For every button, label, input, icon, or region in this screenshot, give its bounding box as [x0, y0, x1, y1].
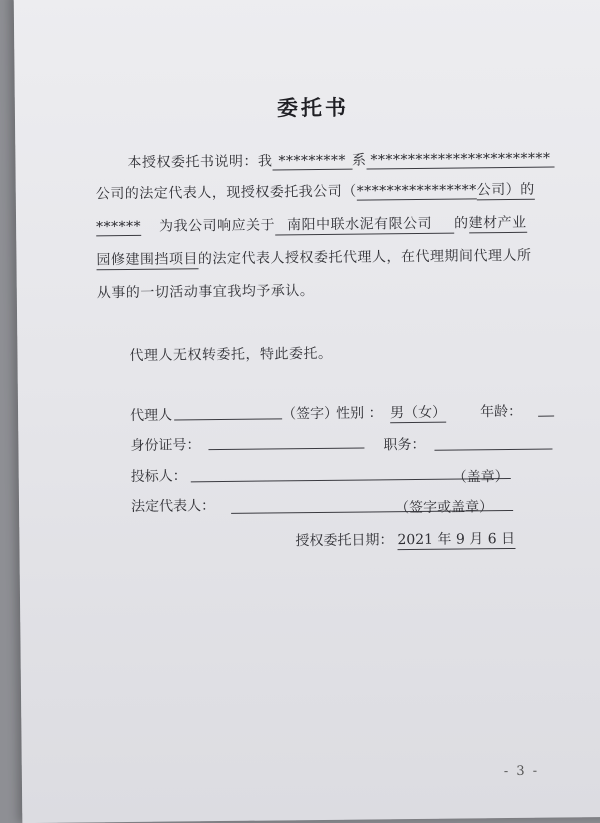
legal-rep-sign-seal-note: （签字或盖章）: [395, 499, 494, 517]
authorization-date-value: 2021 年 9 月 6 日: [397, 528, 515, 550]
bidder-seal-note: （盖章）: [452, 469, 509, 486]
job-title-line: [434, 449, 552, 451]
authorization-date-label: 授权委托日期：: [295, 532, 394, 550]
company-name-masked: ************************: [366, 151, 554, 170]
agent-signature-line: [174, 418, 282, 420]
line3-suffix: 的: [454, 215, 469, 232]
paragraph-line-2: [96, 179, 535, 205]
id-number-line: [208, 448, 364, 451]
line1-prefix: 本授权委托书说明：我: [127, 153, 273, 171]
no-sub-delegation-statement: 代理人无权转委托，特此委托。: [129, 345, 333, 364]
line2-suffix: 公司）的: [477, 179, 535, 201]
line2-prefix: 公司的法定代表人，现授权委托我公司（: [95, 183, 357, 203]
project-name-part2: 园修建围挡项目: [96, 248, 198, 270]
line3-mid: 为我公司响应关于: [159, 217, 276, 235]
document-page: [14, 0, 600, 823]
gender-label: 性别 ：: [336, 405, 383, 422]
age-line: [538, 416, 554, 417]
job-title-label: 职务：: [383, 436, 426, 454]
client-company-name: 南阳中联水泥有限公司: [275, 213, 454, 236]
id-number-label: 身份证号：: [130, 437, 201, 454]
paragraph-line-5: 从事的一切活动事宜我均予承认。: [96, 283, 315, 302]
agent-sign-note: （签字）: [282, 405, 339, 423]
age-label: 年龄：: [480, 403, 523, 421]
line1-mid: 系: [351, 152, 367, 169]
paragraph-line-4: [96, 245, 531, 271]
agent-name-masked: ******: [96, 218, 142, 236]
legal-rep-label: 法定代表人：: [130, 498, 216, 515]
legal-rep-name-masked: *********: [272, 153, 352, 171]
document-title: 委托书: [276, 94, 350, 121]
paragraph-line-1: [127, 148, 554, 172]
project-name-part1: 建材产业: [468, 212, 526, 234]
agent-label: 代理人: [130, 407, 173, 424]
line4-rest: 的法定代表人授权委托代理人，在代理期间代理人所: [197, 247, 532, 268]
page-number: - 3 -: [503, 763, 540, 780]
paragraph-line-3: [96, 212, 527, 238]
gender-value: 男（女）: [390, 402, 446, 424]
bidder-label: 投标人：: [130, 468, 187, 485]
company-masked: ****************: [356, 182, 477, 200]
